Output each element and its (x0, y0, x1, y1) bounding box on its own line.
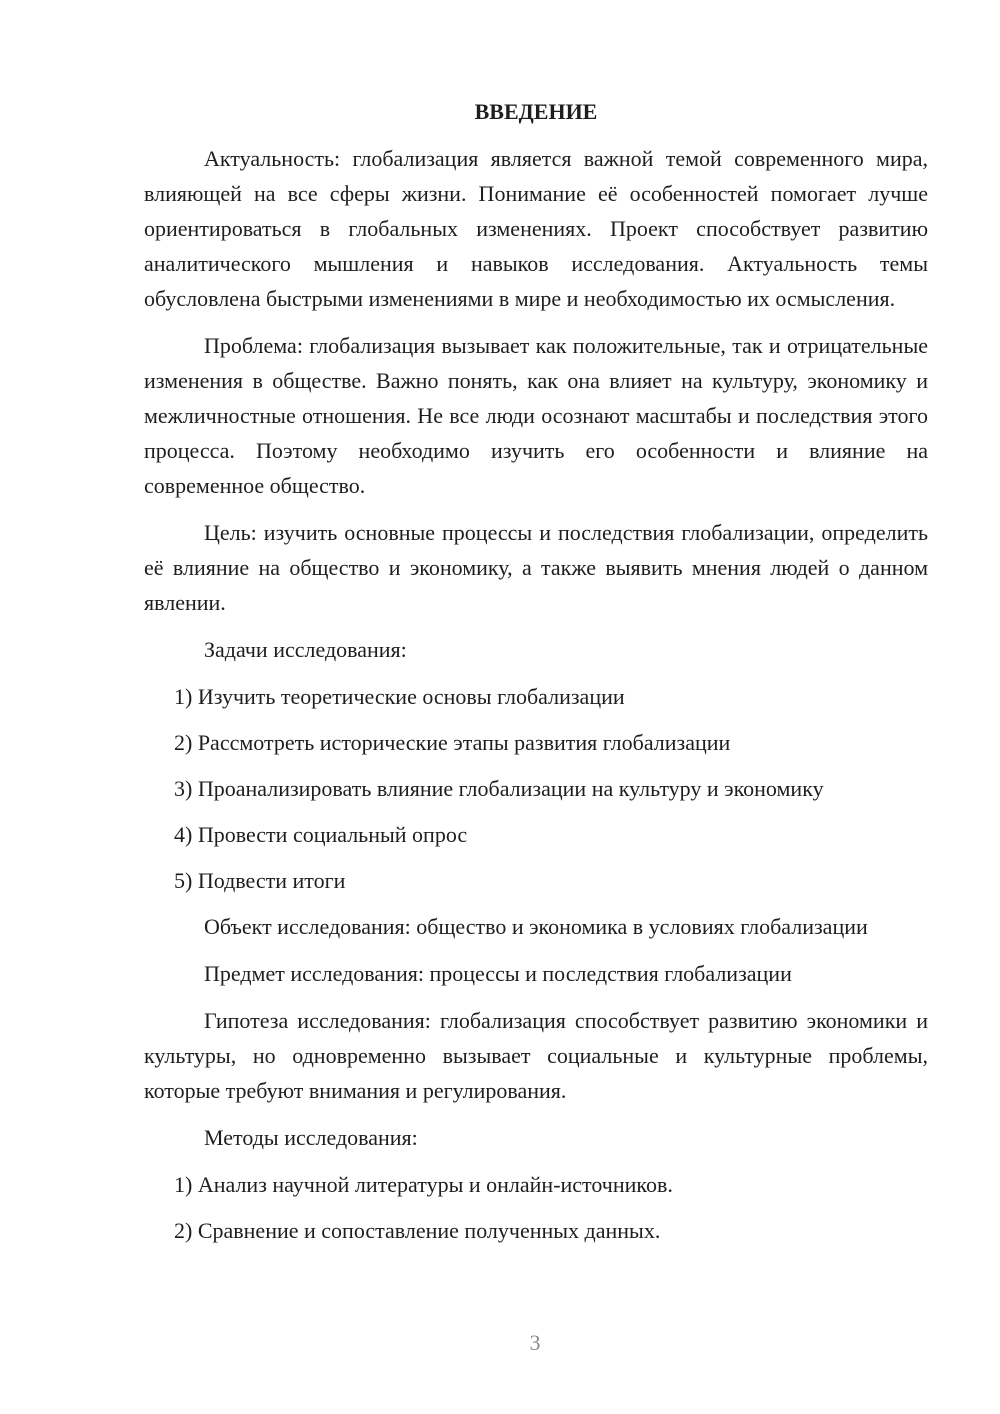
task-item-3: 3) Проанализировать влияние глобализации на культуру и экономику (174, 776, 824, 801)
goal-paragraph: Цель: изучить основные процессы и последствия глобализации, определить её влияние на общество и экономику, а также выявить мнения людей о данном явлении. (144, 520, 928, 615)
task-item-4: 4) Провести социальный опрос (174, 822, 468, 847)
task-item-1: 1) Изучить теоретические основы глобализации (174, 684, 625, 709)
hypothesis-paragraph: Гипотеза исследования: глобализация способствует развитию экономики и культуры, но одновременно вызывает социальные и культурные проблемы, которые требуют внимания и регулирования. (144, 1008, 928, 1103)
subject-paragraph: Предмет исследования: процессы и последствия глобализации (204, 961, 792, 986)
task-item-2: 2) Рассмотреть исторические этапы развития глобализации (174, 730, 731, 755)
method-item-2: 2) Сравнение и сопоставление полученных данных. (174, 1218, 661, 1243)
page-content (144, 94, 928, 1259)
section-title: ВВЕДЕНИЕ (474, 99, 598, 124)
object-paragraph: Объект исследования: общество и экономика в условиях глобализации (204, 914, 868, 939)
method-item-1: 1) Анализ научной литературы и онлайн-источников. (174, 1172, 673, 1197)
task-item-5: 5) Подвести итоги (174, 868, 346, 893)
page-number: 3 (529, 1330, 541, 1355)
problem-paragraph: Проблема: глобализация вызывает как положительные, так и отрицательные изменения в обществе. Важно понять, как она влияет на культуру, экономику и межличностные отношения. Не все люди осознают масштабы и последствия этого процесса. Поэтому необходимо изучить его особенности и влияние на современное общество. (144, 333, 928, 498)
methods-heading: Методы исследования: (204, 1125, 418, 1150)
tasks-heading: Задачи исследования: (204, 637, 407, 662)
relevance-paragraph: Актуальность: глобализация является важной темой современного мира, влияющей на все сферы жизни. Понимание её особенностей помогает лучше ориентироваться в глобальных изменениях. Проект способствует развитию аналитического мышления и навыков исследования. Актуальность темы обусловлена быстрыми изменениями в мире и необходимостью их осмысления. (144, 146, 928, 311)
